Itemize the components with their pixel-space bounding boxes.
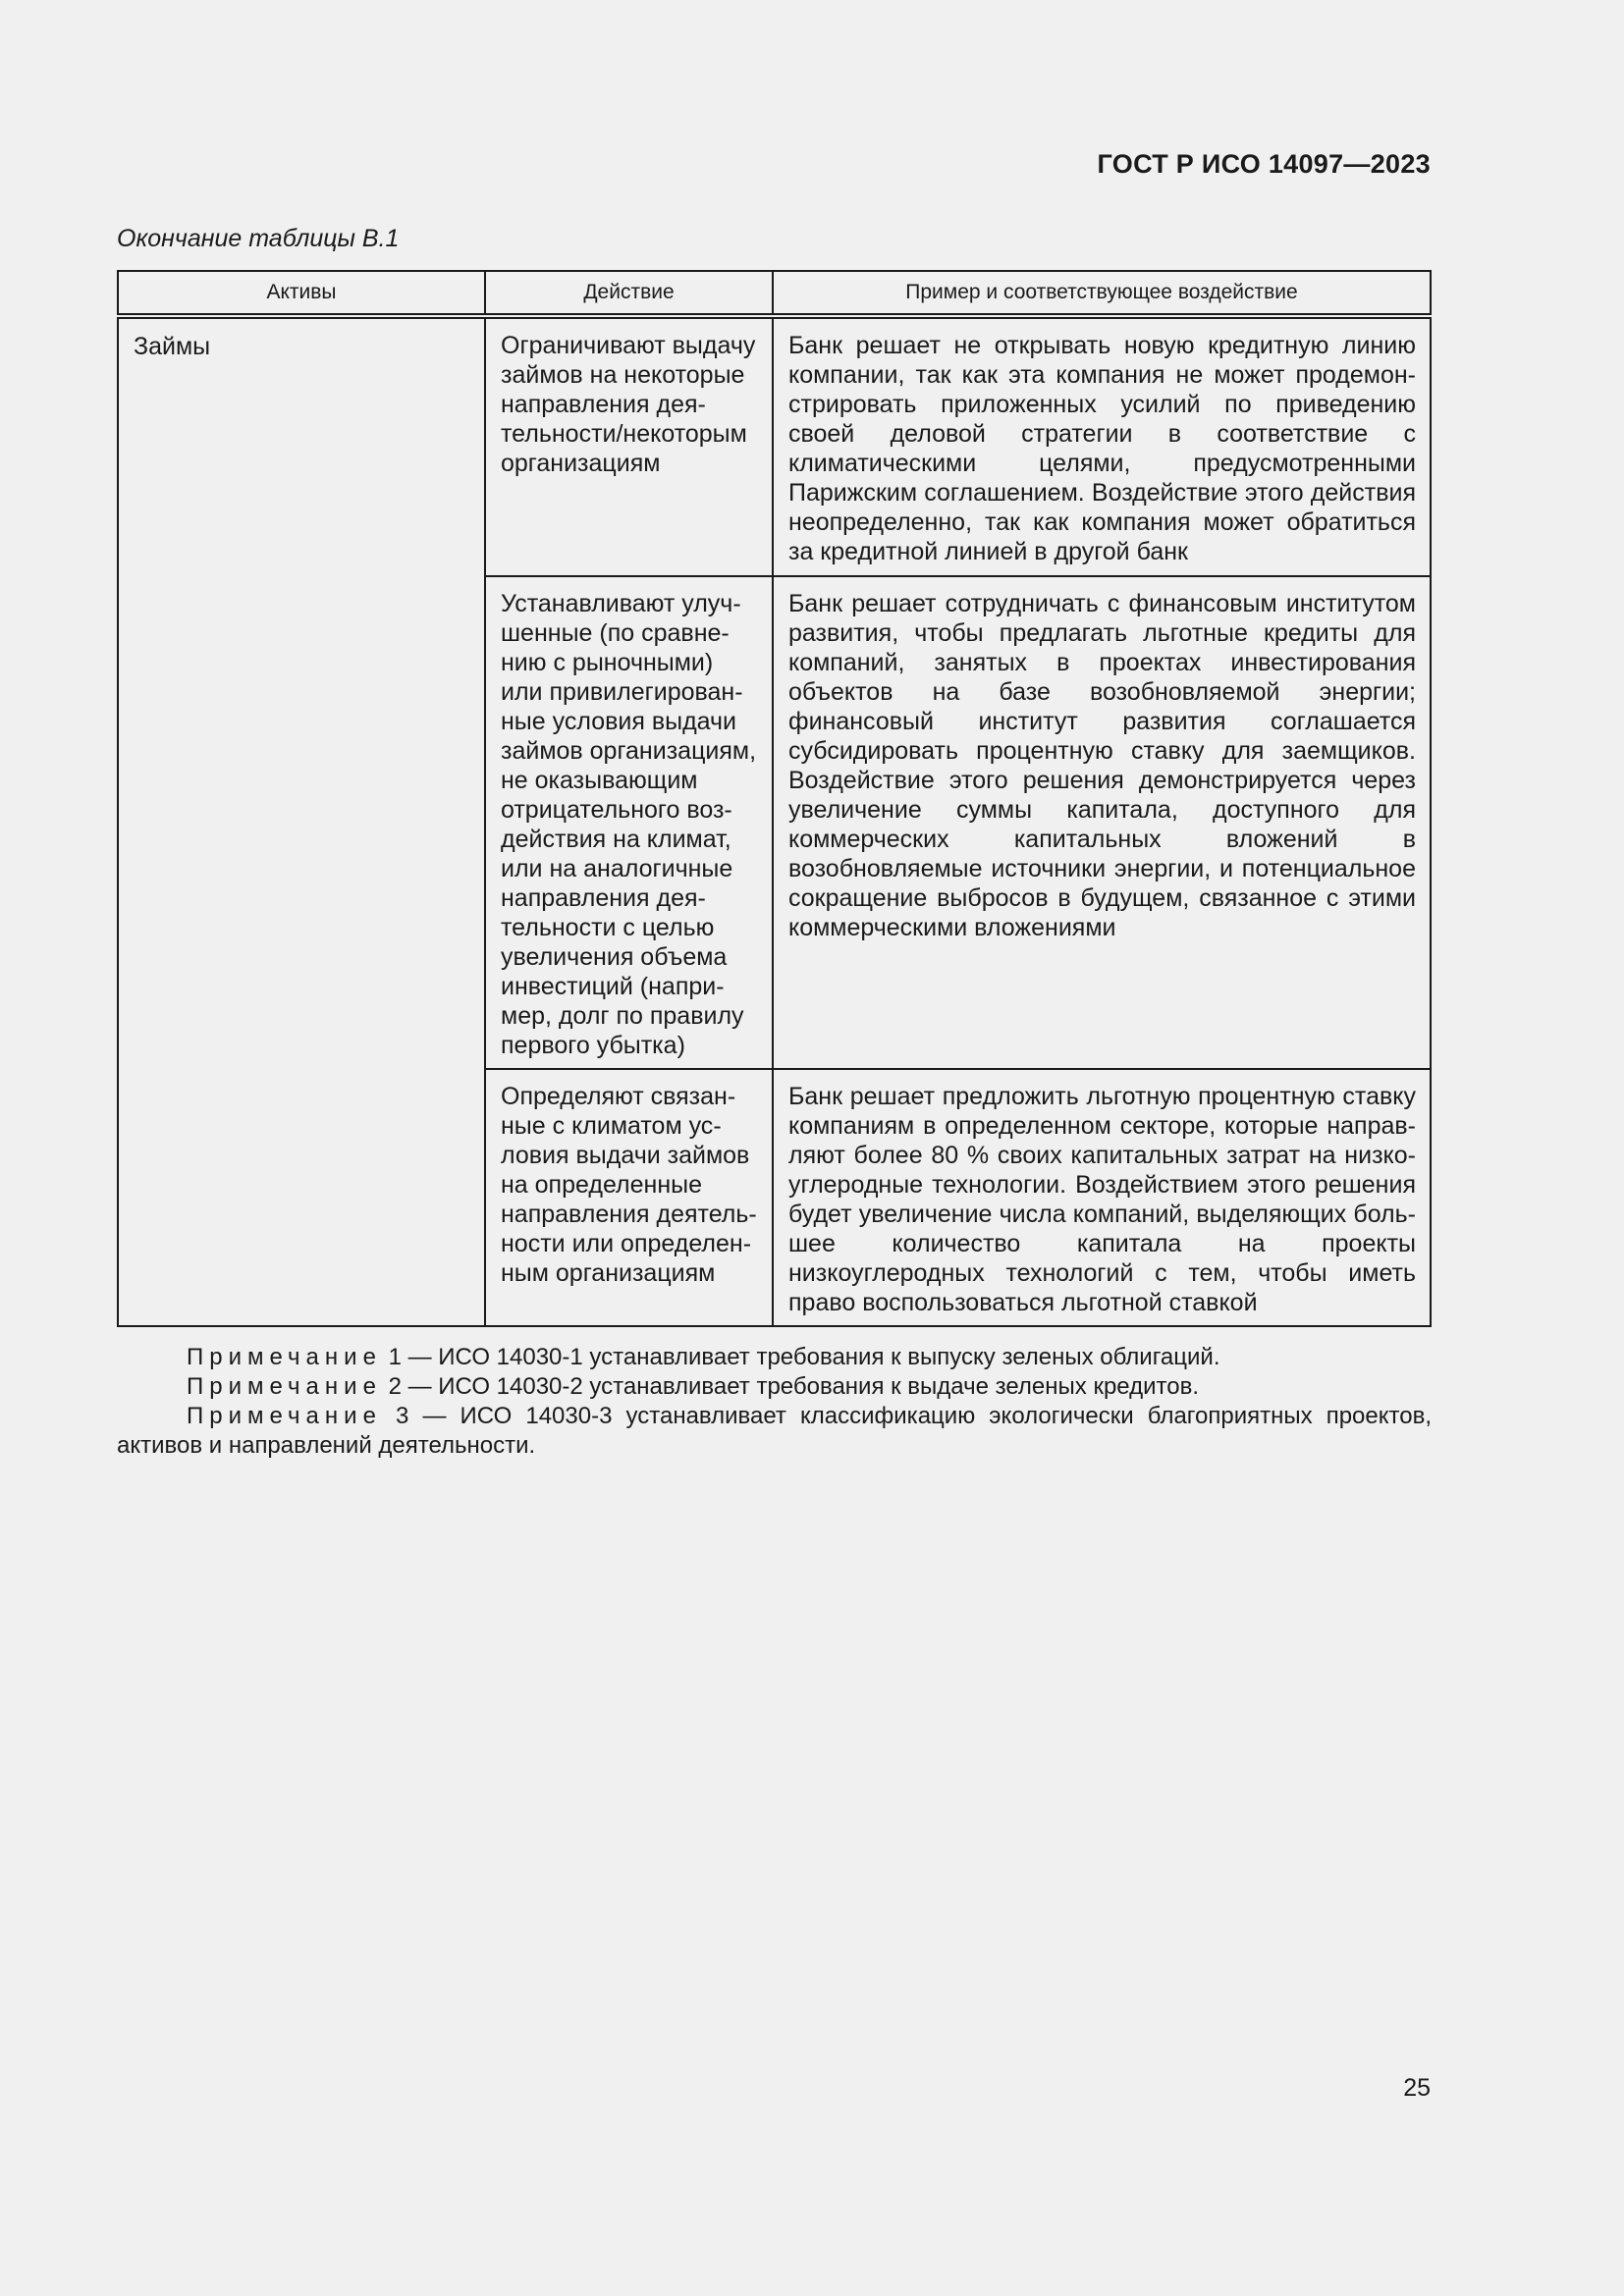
header-assets: Активы	[118, 271, 485, 316]
note-label: Примечание	[187, 1344, 382, 1370]
note	[117, 1402, 1432, 1461]
example-cell: Банк решает сотрудничать с финансовым институтом развития, чтобы предлагать льготные кредиты для компаний, занятых в проектах инвестирования объектов на базе возобновляемой энергии; финансовый институт развития соглашается субсидировать процентную ставку для заемщиков. Воздействие этого решения демонстрируется через увеличение суммы капитала, доступного для коммерческих капитальных вложений в возобновляемые источники энергии, и потенциальное сокращение выбросов в будущем, связанное с этими коммерческими вложениями	[773, 576, 1431, 1069]
note-text: 3 — ИСО 14030-3 устанавливает классификацию экологически благоприятных проектов, активов и направлений деятельности.	[117, 1403, 1432, 1459]
action-cell: Устанавливают улучшенные (по сравнению с рыночными) или привилегированные условия выдачи займов организациям, не оказывающим отрицательного воздействия на климат, или на аналогичные направления деятельности с целью увеличения объема инвестиций (например, долг по правилу первого убытка)	[485, 576, 773, 1069]
note	[117, 1343, 1432, 1372]
document-id: ГОСТ Р ИСО 14097—2023	[1097, 149, 1431, 179]
note	[117, 1372, 1432, 1402]
note-text: 2 — ИСО 14030-2 устанавливает требования к выдаче зеленых кредитов.	[388, 1373, 1200, 1400]
header-action: Действие	[485, 271, 773, 316]
table-caption: Окончание таблицы B.1	[117, 225, 400, 252]
page-number: 25	[1403, 2074, 1431, 2102]
example-cell: Банк решает не открывать новую кредитную линию компании, так как эта компания не может продемонстрировать приложенных усилий по приведению своей деловой стратегии в соответствие с климатическими целями, предусмотренными Парижским соглашением. Воздействие этого действия неопределенно, так как компания может обратиться за кредитной линией в другой банк	[773, 316, 1431, 576]
note-text: 1 — ИСО 14030-1 устанавливает требования к выпуску зеленых облигаций.	[388, 1344, 1220, 1370]
actions-table	[117, 270, 1432, 1327]
header-example: Пример и соответствующее воздействие	[773, 271, 1431, 316]
action-cell: Ограничивают выдачу займов на некоторые направления деятельности/некоторым организациям	[485, 316, 773, 576]
asset-cell-loans: Займы	[118, 316, 485, 1326]
table-header-row	[118, 271, 1431, 316]
note-label: Примечание	[187, 1373, 382, 1400]
table-row	[118, 316, 1431, 576]
example-cell: Банк решает предложить льготную процентную ставку компаниям в определенном секторе, которые направляют более 80 % своих капитальных затрат на низкоуглеродные технологии. Воздействием этого решения будет увеличение числа компаний, выделяющих большее количество капитала на проекты низкоуглеродных технологий с тем, чтобы иметь право воспользоваться льготной ставкой	[773, 1069, 1431, 1326]
action-cell: Определяют связанные с климатом условия выдачи займов на определенные направления деятельности или определенным организациям	[485, 1069, 773, 1326]
notes-section	[117, 1343, 1432, 1461]
note-label: Примечание	[187, 1403, 382, 1429]
